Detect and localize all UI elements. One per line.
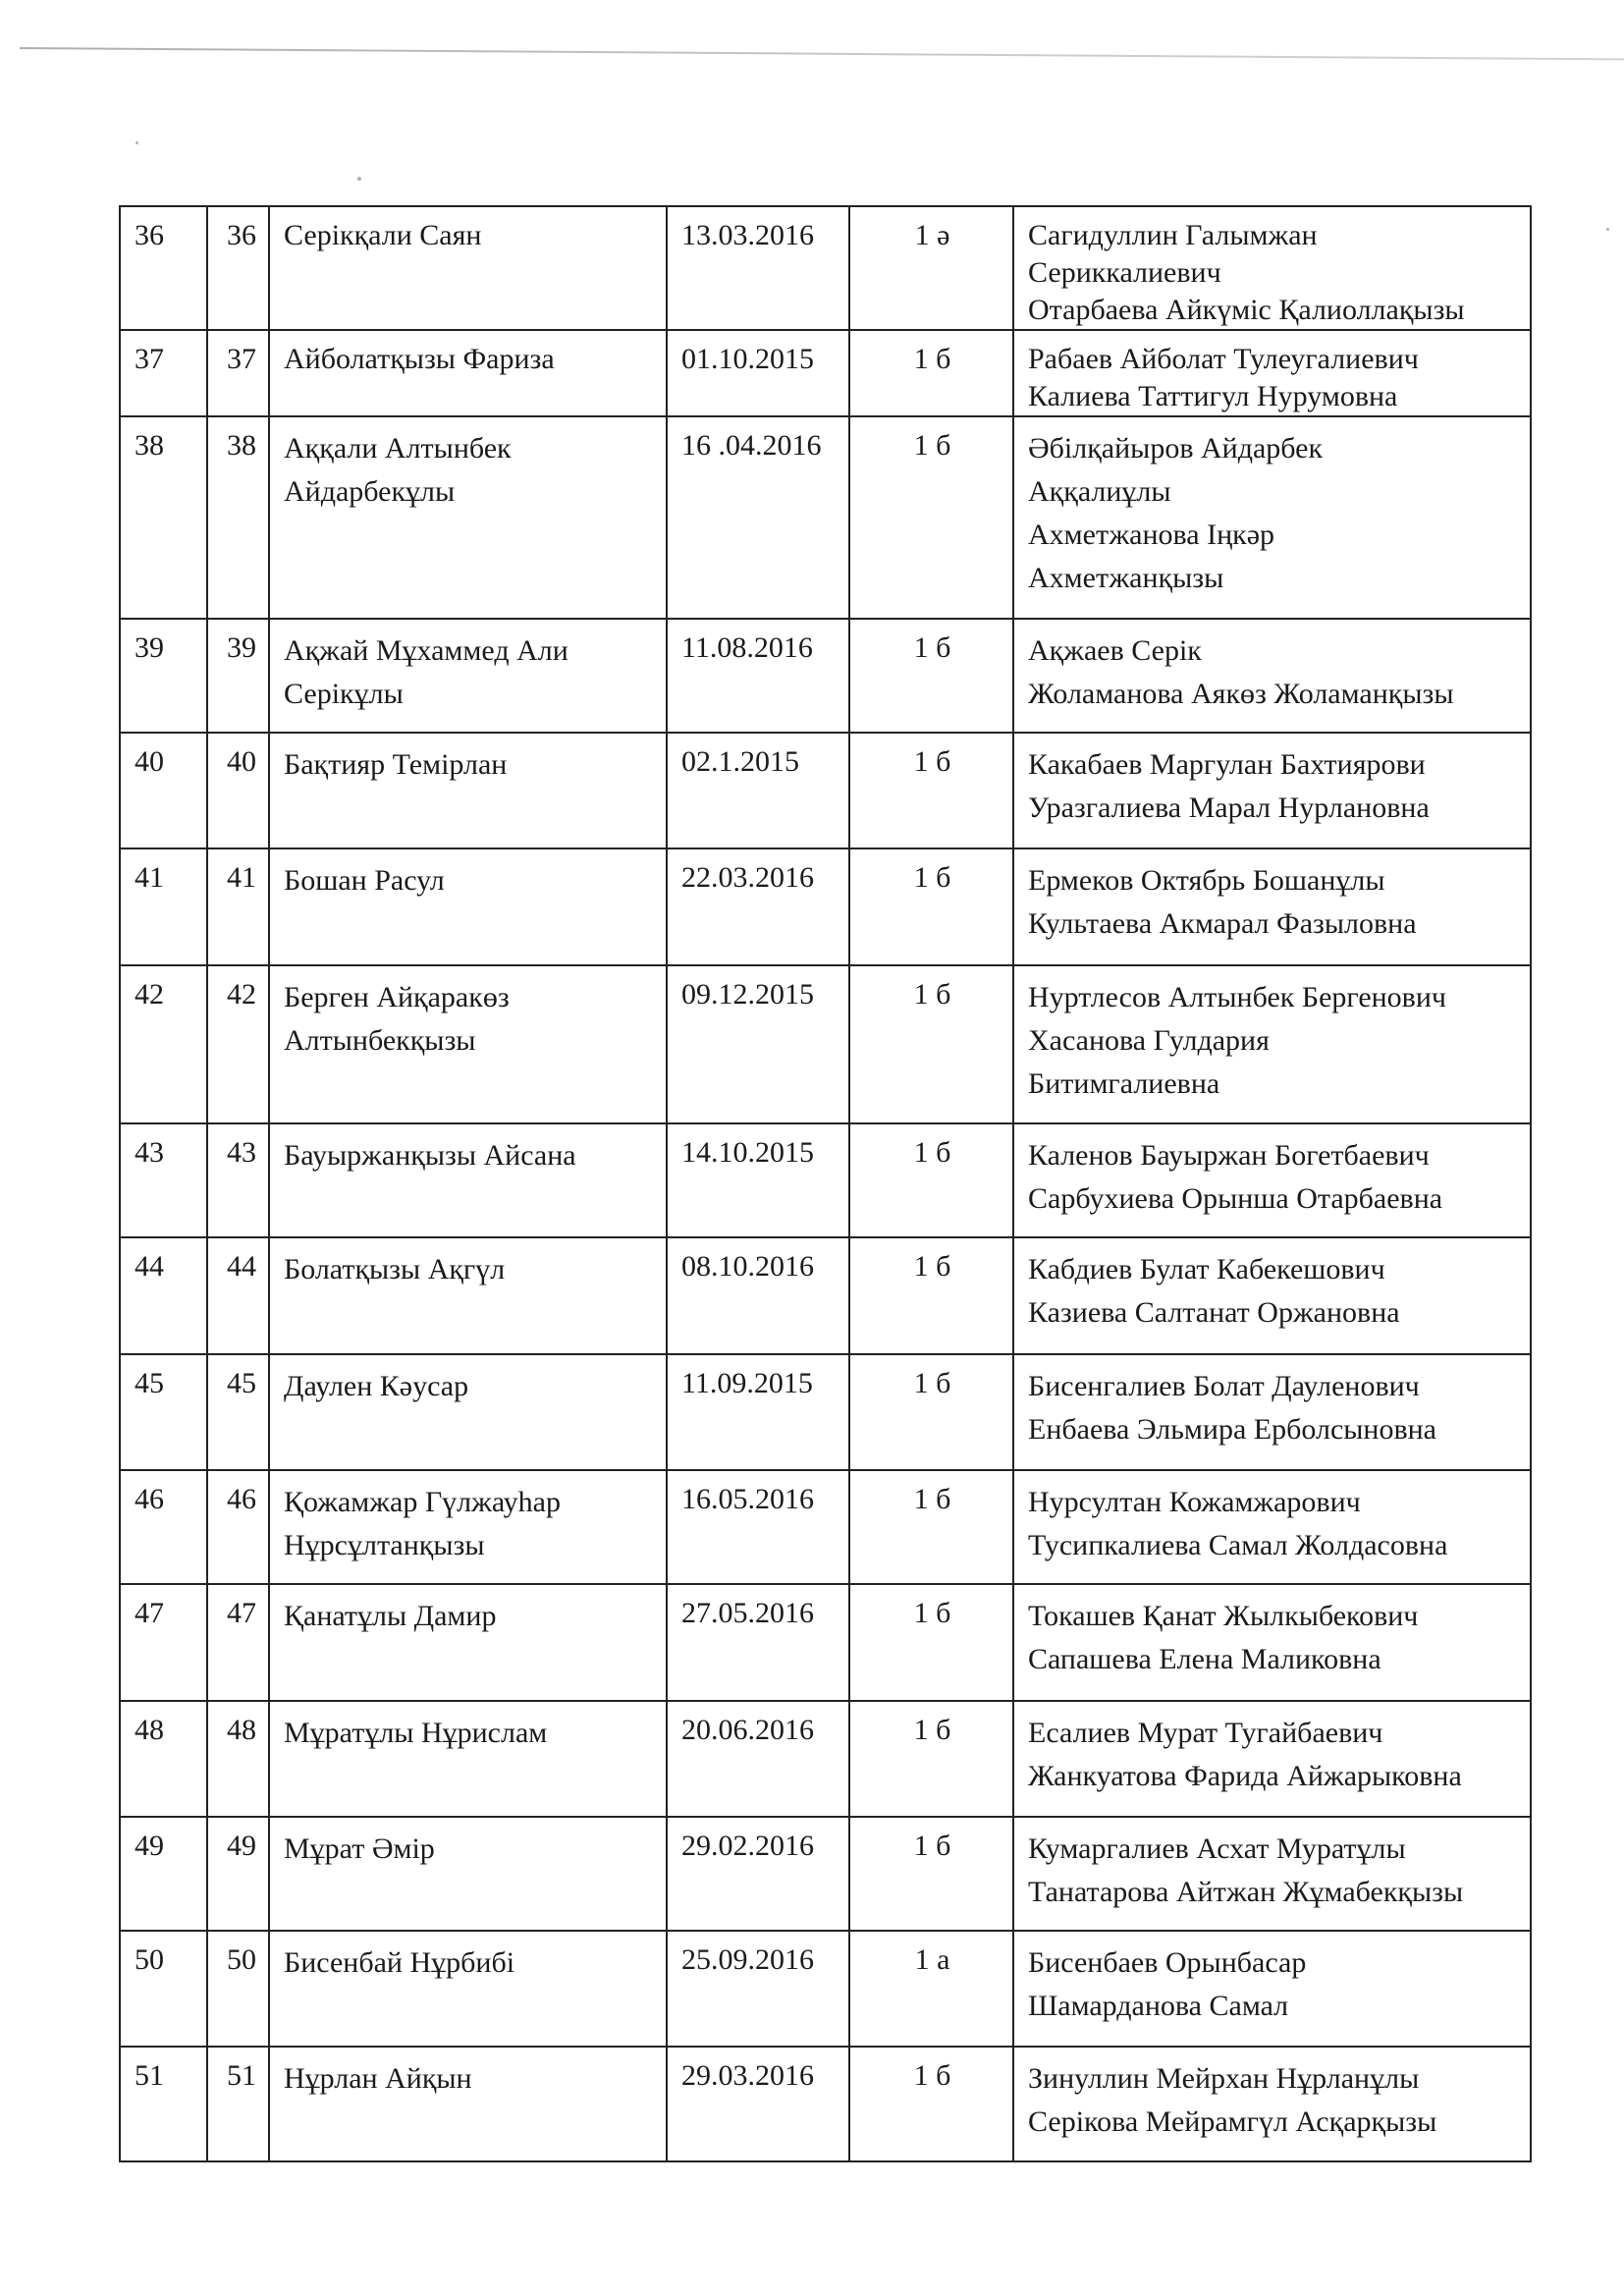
parents-cell [1013, 1817, 1531, 1931]
list-number-cell: 44 [207, 1237, 269, 1354]
student-roster-table [119, 205, 1532, 2162]
parent-name-line: Калиева Таттигул Нурумовна [1028, 380, 1398, 412]
table-row [120, 1701, 1531, 1817]
parent-name-line: Нуртлесов Алтынбек Бергенович [1028, 981, 1446, 1013]
table-row [120, 965, 1531, 1123]
class-cell: 1 б [849, 2047, 1013, 2161]
table-row [120, 1584, 1531, 1701]
table-row [120, 733, 1531, 848]
row-number-cell: 48 [120, 1701, 207, 1817]
list-number-cell: 39 [207, 619, 269, 733]
row-number-cell: 47 [120, 1584, 207, 1701]
birth-date-cell: 11.08.2016 [667, 619, 849, 733]
row-number-cell: 45 [120, 1354, 207, 1470]
parent-name-line: Рабаев Айболат Тулеугалиевич [1028, 343, 1419, 375]
birth-date-cell: 09.12.2015 [667, 965, 849, 1123]
child-name-line: Алтынбекқызы [284, 1024, 476, 1057]
list-number-cell: 49 [207, 1817, 269, 1931]
row-number-cell: 43 [120, 1123, 207, 1237]
table-row [120, 619, 1531, 733]
list-number-cell: 42 [207, 965, 269, 1123]
child-name-cell [269, 1931, 667, 2047]
table-row [120, 1470, 1531, 1584]
parent-name-line: Культаева Акмарал Фазыловна [1028, 907, 1417, 940]
row-number-cell: 36 [120, 206, 207, 330]
parent-name-line: Сарбухиева Орынша Отарбаевна [1028, 1182, 1443, 1215]
parent-name-line: Сериккалиевич [1028, 256, 1221, 289]
parent-name-line: Зинуллин Мейрхан Нұрланұлы [1028, 2062, 1420, 2095]
birth-date-cell: 14.10.2015 [667, 1123, 849, 1237]
child-name-cell [269, 848, 667, 965]
child-name-line: Бауыржанқызы Айсана [284, 1139, 576, 1172]
parent-name-line: Каленов Бауыржан Богетбаевич [1028, 1139, 1430, 1172]
parent-name-line: Ермеков Октябрь Бошанұлы [1028, 864, 1385, 897]
parent-name-line: Жоламанова Аякөз Жоламанқызы [1028, 678, 1454, 710]
list-number-cell: 41 [207, 848, 269, 965]
row-number-cell: 39 [120, 619, 207, 733]
child-name-cell [269, 1701, 667, 1817]
table-row [120, 416, 1531, 619]
child-name-cell [269, 330, 667, 416]
parent-name-line: Әбілқайыров Айдарбек [1028, 432, 1324, 465]
child-name-line: Серікұлы [284, 678, 404, 710]
class-cell: 1 б [849, 1354, 1013, 1470]
parent-name-line: Сапашева Елена Маликовна [1028, 1643, 1381, 1675]
child-name-line: Мұрат Әмір [284, 1832, 435, 1865]
parents-cell [1013, 330, 1531, 416]
birth-date-cell: 29.02.2016 [667, 1817, 849, 1931]
row-number-cell: 41 [120, 848, 207, 965]
scan-speck [135, 141, 138, 144]
class-cell: 1 ә [849, 206, 1013, 330]
parent-name-line: Енбаева Эльмира Ерболсыновна [1028, 1413, 1437, 1446]
child-name-line: Ақжай Мұхаммед Али [284, 634, 568, 667]
parent-name-line: Кумаргалиев Асхат Муратұлы [1028, 1832, 1406, 1865]
child-name-line: Нұрсұлтанқызы [284, 1529, 485, 1561]
birth-date-cell: 25.09.2016 [667, 1931, 849, 2047]
parents-cell [1013, 1701, 1531, 1817]
row-number-cell: 40 [120, 733, 207, 848]
parent-name-line: Аққалиұлы [1028, 475, 1171, 508]
scan-artifact-line [20, 47, 1624, 60]
table-row [120, 1354, 1531, 1470]
class-cell: 1 б [849, 1817, 1013, 1931]
child-name-cell [269, 1354, 667, 1470]
parents-cell [1013, 1237, 1531, 1354]
list-number-cell: 48 [207, 1701, 269, 1817]
table-row [120, 848, 1531, 965]
child-name-line: Айболатқызы Фариза [284, 343, 555, 375]
class-cell: 1 б [849, 416, 1013, 619]
parent-name-line: Шамарданова Самал [1028, 1990, 1289, 2022]
class-cell: 1 а [849, 1931, 1013, 2047]
birth-date-cell: 16.05.2016 [667, 1470, 849, 1584]
parents-cell [1013, 206, 1531, 330]
table-row [120, 330, 1531, 416]
birth-date-cell: 16 .04.2016 [667, 416, 849, 619]
row-number-cell: 51 [120, 2047, 207, 2161]
child-name-line: Даулен Кәусар [284, 1370, 469, 1402]
row-number-cell: 44 [120, 1237, 207, 1354]
birth-date-cell: 02.1.2015 [667, 733, 849, 848]
child-name-line: Айдарбекұлы [284, 475, 456, 508]
child-name-cell [269, 1470, 667, 1584]
row-number-cell: 46 [120, 1470, 207, 1584]
parent-name-line: Уразгалиева Марал Нурлановна [1028, 792, 1430, 824]
list-number-cell: 40 [207, 733, 269, 848]
child-name-line: Қанатұлы Дамир [284, 1600, 497, 1632]
parent-name-line: Ақжаев Серік [1028, 634, 1202, 667]
list-number-cell: 43 [207, 1123, 269, 1237]
child-name-cell [269, 1817, 667, 1931]
list-number-cell: 46 [207, 1470, 269, 1584]
birth-date-cell: 27.05.2016 [667, 1584, 849, 1701]
parents-cell [1013, 1931, 1531, 2047]
parents-cell [1013, 965, 1531, 1123]
row-number-cell: 38 [120, 416, 207, 619]
parent-name-line: Танатарова Айтжан Жұмабекқызы [1028, 1876, 1464, 1908]
parent-name-line: Есалиев Мурат Тугайбаевич [1028, 1717, 1383, 1749]
child-name-line: Серікқали Саян [284, 219, 482, 251]
parent-name-line: Какабаев Маргулан Бахтиярови [1028, 748, 1426, 781]
birth-date-cell: 22.03.2016 [667, 848, 849, 965]
class-cell: 1 б [849, 848, 1013, 965]
parent-name-line: Хасанова Гулдария [1028, 1024, 1270, 1057]
row-number-cell: 50 [120, 1931, 207, 2047]
child-name-cell [269, 1237, 667, 1354]
child-name-cell [269, 1123, 667, 1237]
parent-name-line: Бисенгалиев Болат Дауленович [1028, 1370, 1420, 1402]
parent-name-line: Нурсултан Кожамжарович [1028, 1486, 1361, 1518]
list-number-cell: 38 [207, 416, 269, 619]
birth-date-cell: 11.09.2015 [667, 1354, 849, 1470]
parents-cell [1013, 733, 1531, 848]
child-name-line: Аққали Алтынбек [284, 432, 512, 465]
table-row [120, 1817, 1531, 1931]
birth-date-cell: 08.10.2016 [667, 1237, 849, 1354]
row-number-cell: 49 [120, 1817, 207, 1931]
class-cell: 1 б [849, 1584, 1013, 1701]
parent-name-line: Кабдиев Булат Кабекешович [1028, 1253, 1385, 1285]
birth-date-cell: 29.03.2016 [667, 2047, 849, 2161]
child-name-cell [269, 416, 667, 619]
parent-name-line: Казиева Салтанат Оржановна [1028, 1296, 1400, 1329]
parents-cell [1013, 2047, 1531, 2161]
table-row [120, 206, 1531, 330]
row-number-cell: 37 [120, 330, 207, 416]
parent-name-line: Сагидуллин Галымжан [1028, 219, 1318, 251]
parent-name-line: Жанкуатова Фарида Айжарыковна [1028, 1760, 1462, 1792]
child-name-cell [269, 2047, 667, 2161]
class-cell: 1 б [849, 619, 1013, 733]
parents-cell [1013, 619, 1531, 733]
class-cell: 1 б [849, 733, 1013, 848]
table-row [120, 2047, 1531, 2161]
parent-name-line: Тусипкалиева Самал Жолдасовна [1028, 1529, 1448, 1561]
parents-cell [1013, 848, 1531, 965]
class-cell: 1 б [849, 1470, 1013, 1584]
parent-name-line: Бисенбаев Орынбасар [1028, 1946, 1307, 1979]
parent-name-line: Ахметжанова Іңкәр [1028, 519, 1275, 551]
child-name-line: Берген Айқаракөз [284, 981, 510, 1013]
table-row [120, 1237, 1531, 1354]
class-cell: 1 б [849, 330, 1013, 416]
parents-cell [1013, 1584, 1531, 1701]
scan-speck [1606, 228, 1609, 231]
parent-name-line: Битимгалиевна [1028, 1067, 1220, 1100]
parents-cell [1013, 416, 1531, 619]
child-name-cell [269, 206, 667, 330]
child-name-line: Болатқызы Ақгүл [284, 1253, 506, 1285]
list-number-cell: 47 [207, 1584, 269, 1701]
class-cell: 1 б [849, 1237, 1013, 1354]
roster-body [120, 206, 1531, 2161]
table-row [120, 1123, 1531, 1237]
child-name-line: Бақтияр Темірлан [284, 748, 508, 781]
scan-speck [357, 177, 361, 181]
list-number-cell: 50 [207, 1931, 269, 2047]
child-name-cell [269, 1584, 667, 1701]
child-name-line: Бисенбай Нұрбибі [284, 1946, 515, 1979]
list-number-cell: 37 [207, 330, 269, 416]
child-name-line: Қожамжар Гүлжауһар [284, 1486, 561, 1518]
list-number-cell: 36 [207, 206, 269, 330]
child-name-cell [269, 619, 667, 733]
child-name-line: Нұрлан Айқын [284, 2062, 472, 2095]
parent-name-line: Отарбаева Айкүміс Қалиоллақызы [1028, 294, 1465, 326]
parent-name-line: Токашев Қанат Жылкыбекович [1028, 1600, 1419, 1632]
class-cell: 1 б [849, 1123, 1013, 1237]
parents-cell [1013, 1123, 1531, 1237]
birth-date-cell: 20.06.2016 [667, 1701, 849, 1817]
child-name-line: Бошан Расул [284, 864, 445, 897]
list-number-cell: 51 [207, 2047, 269, 2161]
child-name-cell [269, 733, 667, 848]
birth-date-cell: 13.03.2016 [667, 206, 849, 330]
parents-cell [1013, 1354, 1531, 1470]
list-number-cell: 45 [207, 1354, 269, 1470]
table-row [120, 1931, 1531, 2047]
child-name-line: Мұратұлы Нұрислам [284, 1717, 548, 1749]
parents-cell [1013, 1470, 1531, 1584]
parent-name-line: Серікова Мейрамгүл Асқарқызы [1028, 2105, 1437, 2138]
class-cell: 1 б [849, 1701, 1013, 1817]
birth-date-cell: 01.10.2015 [667, 330, 849, 416]
class-cell: 1 б [849, 965, 1013, 1123]
row-number-cell: 42 [120, 965, 207, 1123]
parent-name-line: Ахметжанқызы [1028, 562, 1224, 594]
child-name-cell [269, 965, 667, 1123]
